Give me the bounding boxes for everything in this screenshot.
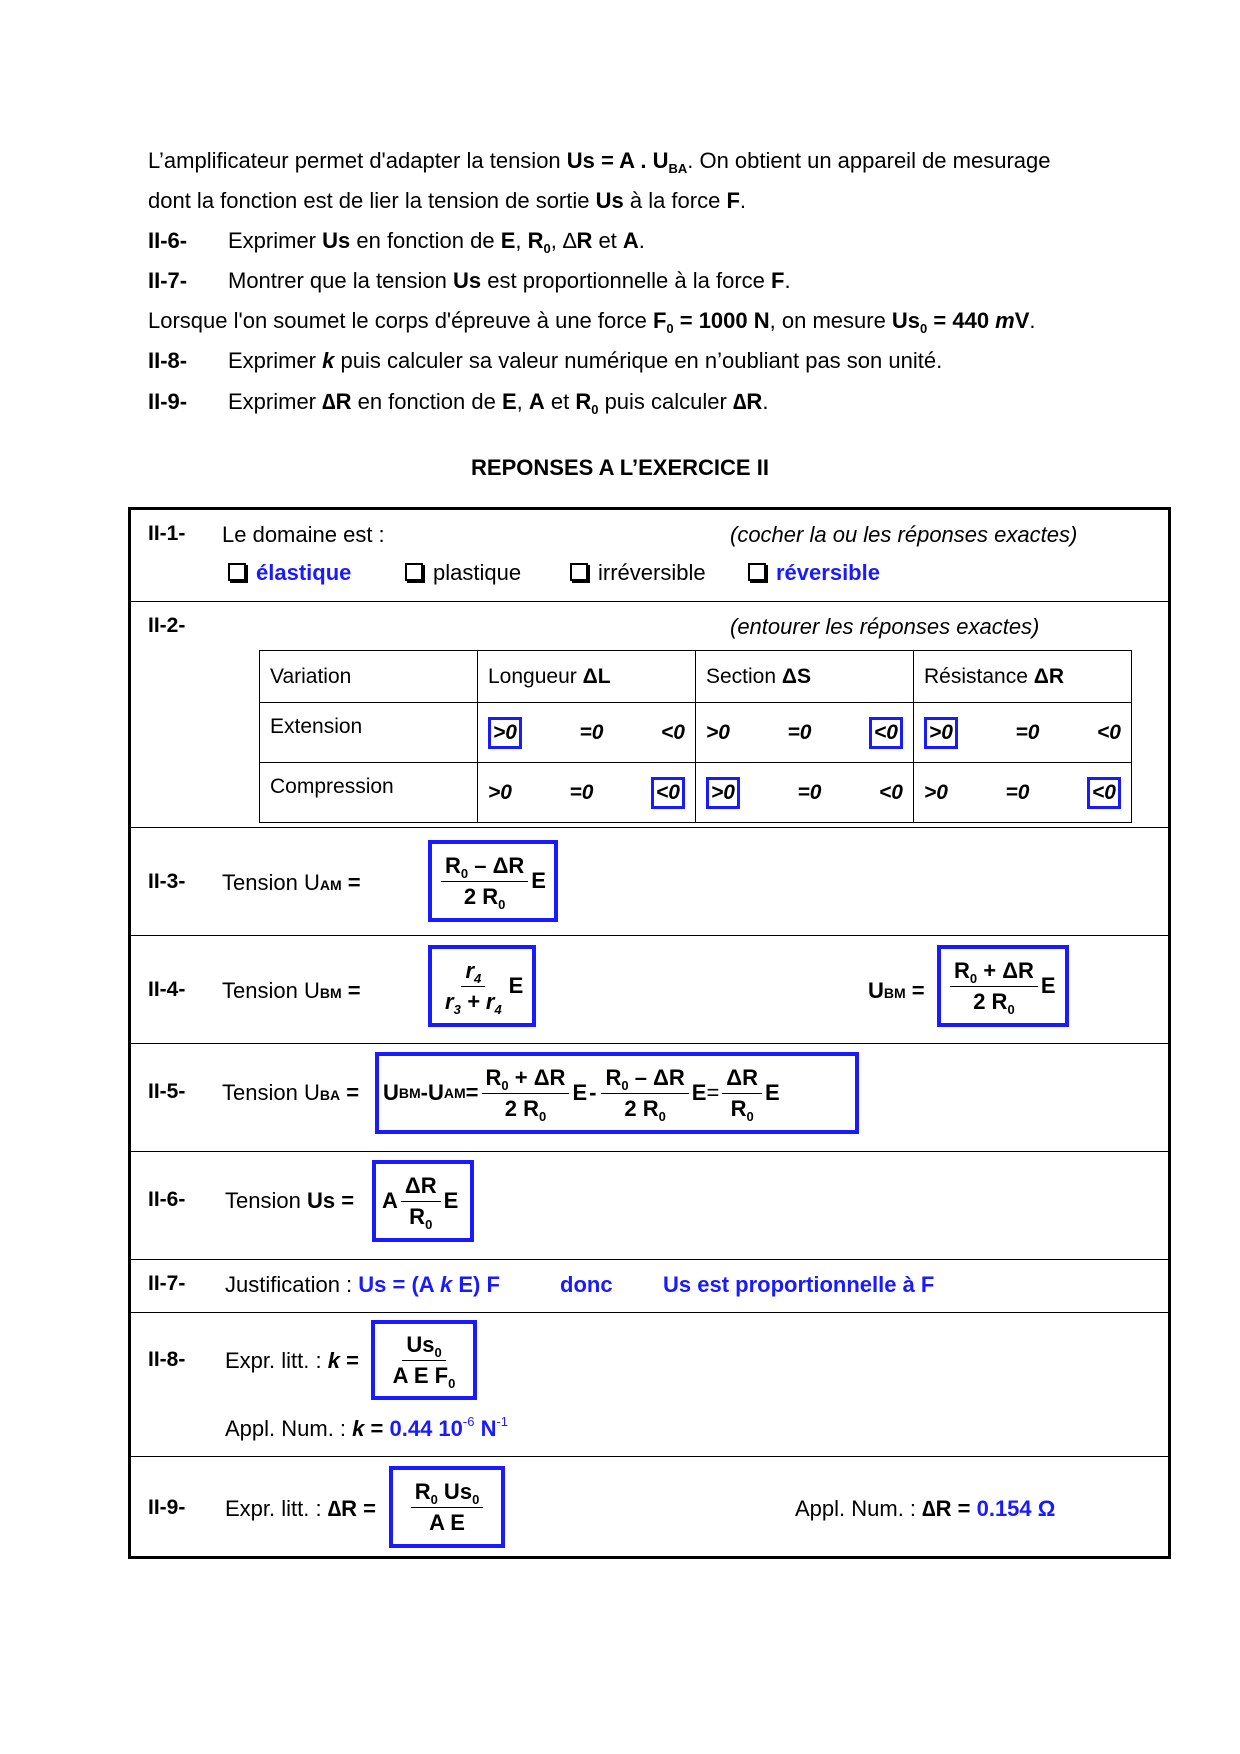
compression-resistance — [914, 763, 1132, 823]
choice-circled[interactable]: >0 — [706, 777, 740, 809]
intro-line-1: L’amplificateur permet d'adapter la tension Us = A . $U_{BA}$. On obtient un appareil de mesurage — [148, 148, 1051, 176]
choice[interactable]: =0 — [1015, 720, 1040, 744]
domain-prompt: Le domaine est : — [222, 522, 385, 547]
domain-hint: (cocher la ou les réponses exactes) — [730, 522, 1078, 547]
tension-uba-label: Tension UBA = — [222, 1080, 360, 1105]
answer-label-II-8: II-8- — [148, 1348, 186, 1371]
choice[interactable]: >0 — [924, 780, 948, 804]
formula-uba: U BM - U AM = $\frac{R_0 + \Delta R}{2 R_0}$ E - $\frac{R_0 - \Delta R}{2 R_0}$ E = $\frac{\Delta R}{R_0}$ E — [375, 1052, 859, 1134]
answer-label-II-5: II-5- — [148, 1080, 186, 1103]
choice[interactable]: =0 — [569, 780, 594, 804]
row-divider — [128, 1456, 1171, 1457]
question-II-7: II-7- Montrer que la tension Us est proportionnelle à la force F. — [148, 268, 791, 293]
extension-section — [696, 703, 914, 763]
formula-ubm-resistance: $\frac{R_0 + \Delta R}{2 R_0}$ E — [937, 945, 1069, 1027]
choice[interactable]: =0 — [797, 780, 822, 804]
answer-label-II-7: II-7- — [148, 1272, 186, 1295]
choice-circled[interactable]: <0 — [651, 777, 685, 809]
header-resistance: Résistance ΔR — [914, 651, 1132, 703]
k-numeric-value: Appl. Num. : k = 0.44 $10^{-6}$ $N^{-1}$ — [225, 1414, 509, 1441]
row-divider — [128, 1312, 1171, 1313]
checkbox-icon[interactable] — [405, 563, 423, 581]
justification-donc: donc — [560, 1272, 613, 1297]
choice[interactable]: <0 — [661, 720, 685, 744]
header-longueur: Longueur ΔL — [478, 651, 696, 703]
k-expression-label: Expr. litt. : k = — [225, 1348, 359, 1373]
row-compression: Compression — [260, 763, 478, 823]
section-title: REPONSES A L’EXERCICE II — [471, 455, 769, 480]
answer-label-II-4: II-4- — [148, 978, 186, 1001]
tension-ubm-label: Tension UBM = — [222, 978, 361, 1003]
answer-label-II-3: II-3- — [148, 870, 186, 893]
answer-label-II-6: II-6- — [148, 1188, 186, 1211]
formula-k: $\frac{Us_0}{A E F_0}$ — [371, 1320, 477, 1400]
choice[interactable]: =0 — [1005, 780, 1030, 804]
answer-label-II-9: II-9- — [148, 1496, 186, 1519]
variation-hint: (entourer les réponses exactes) — [730, 614, 1040, 639]
question-II-6: II-6- Exprimer Us en fonction de E, $R_0$, ∆R et A. — [148, 228, 645, 256]
formula-ubm-r: $\frac{r_4}{r_3 + r_4}$ E — [428, 945, 536, 1027]
formula-uam: $\frac{R_0 - \Delta R}{2 R_0}$ E — [428, 840, 558, 922]
justification: Justification : Us = (A k E) F — [225, 1272, 500, 1297]
row-extension: Extension — [260, 703, 478, 763]
checkbox-icon[interactable] — [228, 563, 246, 581]
variation-table — [259, 650, 1132, 823]
option-elastique[interactable]: élastique — [228, 560, 351, 586]
intro-line-2: dont la fonction est de lier la tension de sortie Us à la force F. — [148, 188, 747, 213]
row-divider — [128, 1043, 1171, 1044]
intro-line-5: Lorsque l'on soumet le corps d'épreuve à une force $F_0 = 1000$ N, on mesure $Us_0 = 440$ mV. — [148, 308, 1036, 336]
justification-conclusion: Us est proportionnelle à F — [663, 1272, 935, 1297]
answer-label-II-1: II-1- — [148, 522, 186, 545]
option-reversible[interactable]: réversible — [748, 560, 880, 586]
extension-longueur — [478, 703, 696, 763]
option-irreversible[interactable]: irréversible — [570, 560, 706, 586]
option-plastique[interactable]: plastique — [405, 560, 521, 586]
formula-delta-r: $\frac{R_0 Us_0}{\text{A E}}$ — [389, 1466, 505, 1548]
answer-label-II-2: II-2- — [148, 614, 186, 637]
choice-circled[interactable]: <0 — [869, 717, 903, 749]
choice[interactable]: <0 — [1097, 720, 1121, 744]
choice[interactable]: <0 — [879, 780, 903, 804]
tension-us-label: Tension Us = — [225, 1188, 355, 1213]
ubm-label-right: UBM = — [868, 978, 925, 1003]
header-section: Section ΔS — [696, 651, 914, 703]
choice[interactable]: =0 — [579, 720, 604, 744]
choice[interactable]: =0 — [787, 720, 812, 744]
checkbox-icon[interactable] — [748, 563, 766, 581]
question-II-9: II-9- Exprimer ∆R en fonction de E, A et $R_0$ puis calculer ∆R. — [148, 389, 769, 417]
extension-resistance — [914, 703, 1132, 763]
checkbox-icon[interactable] — [570, 563, 588, 581]
tension-uam-label: Tension UAM = — [222, 870, 361, 895]
question-II-8: II-8- Exprimer k puis calculer sa valeur numérique en n’oubliant pas son unité. — [148, 348, 943, 373]
formula-us: A $\frac{\Delta R}{R_0}$ E — [372, 1160, 474, 1242]
choice-circled[interactable]: >0 — [924, 717, 958, 749]
row-divider — [128, 601, 1171, 602]
row-divider — [128, 1259, 1171, 1260]
dr-expression-label: Expr. litt. : ∆R = — [225, 1496, 377, 1521]
choice-circled[interactable]: >0 — [488, 717, 522, 749]
choice[interactable]: >0 — [488, 780, 512, 804]
row-divider — [128, 1151, 1171, 1152]
choice[interactable]: >0 — [706, 720, 730, 744]
header-variation: Variation — [260, 651, 478, 703]
row-divider — [128, 935, 1171, 936]
row-divider — [128, 827, 1171, 828]
choice-circled[interactable]: <0 — [1087, 777, 1121, 809]
compression-longueur — [478, 763, 696, 823]
compression-section — [696, 763, 914, 823]
delta-r-numeric-value: Appl. Num. : ∆R = 0.154 Ω — [795, 1496, 1056, 1521]
